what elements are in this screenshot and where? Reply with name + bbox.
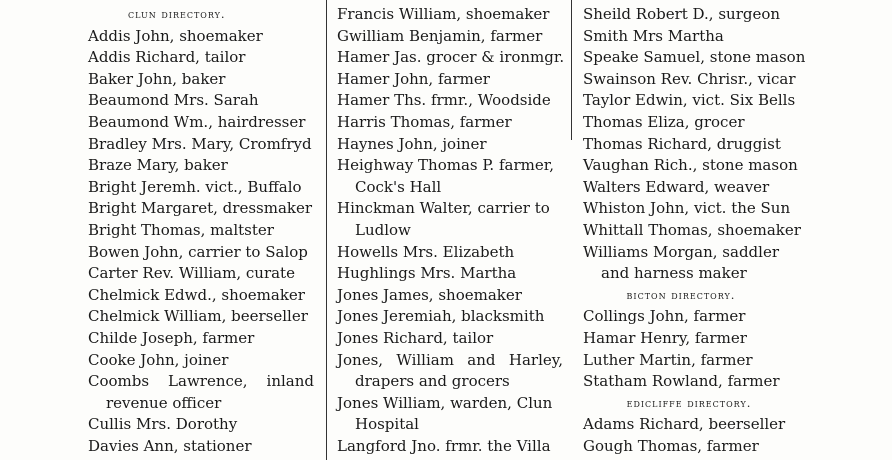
entry: Hamer Jas. grocer & ironmgr. [337,48,565,67]
entry: Luther Martin, farmer [583,350,753,369]
entry: Bradley Mrs. Mary, Cromfryd [88,134,312,153]
entry: Taylor Edwin, vict. Six Bells [583,91,796,110]
entry-coombs [88,371,314,393]
entry: Hughlings Mrs. Martha [337,264,517,283]
entry: Jones Richard, tailor [337,328,494,347]
entry: Beaumond Wm., hairdresser [88,112,306,131]
entry: Carter Rev. William, curate [88,264,295,283]
entry: Adams Richard, beerseller [583,415,786,434]
entry: Jones William, warden, Clun [337,393,553,412]
entry: Sheild Robert D., surgeon [583,5,781,23]
entry: Hamer John, farmer [337,69,490,88]
column-rule-1 [326,0,327,460]
word: William [396,350,454,369]
entry: Jones James, shoemaker [337,285,522,304]
entry: Thomas Richard, druggist [583,134,781,153]
entry: Hinckman Walter, carrier to [337,199,550,218]
entry: Chelmick Edwd., shoemaker [88,285,305,304]
entry: Davies Ann, stationer [88,436,252,455]
column-rule-2 [571,0,572,140]
entry: Bowen John, carrier to Salop [88,242,308,261]
entry: Bright Thomas, maltster [88,220,274,239]
entry: Walters Edward, weaver [583,177,770,196]
entry: Langford Jno. frmr. the Villa [337,436,551,455]
word: Lawrence, [168,372,248,391]
bicton-directory-heading: bicton directory. [626,287,736,302]
entry-continuation: Hospital [355,415,419,434]
word: Harley, [508,350,563,369]
word: Morgan, [652,242,718,261]
word: Jones, [337,350,384,369]
entry-continuation: and harness maker [601,264,747,283]
entry-continuation: revenue officer [106,393,222,412]
entry: Childe Joseph, farmer [88,328,255,347]
clun-directory-heading: clun directory. [128,7,226,21]
entry: Smith Mrs Martha [583,26,724,45]
entry: Vaughan Rich., stone mason [583,156,798,175]
entry: Howells Mrs. Elizabeth [337,242,515,261]
entry: Collings John, farmer [583,307,746,326]
entry: Whittall Thomas, shoemaker [583,220,801,239]
entry: Gough Thomas, farmer [583,436,759,455]
entry-continuation: drapers and grocers [355,372,510,391]
entry: Francis William, shoemaker [337,5,550,23]
entry: Statham Rowland, farmer [583,372,780,391]
column-3 [583,4,883,457]
entry: Harris Thomas, farmer [337,112,512,131]
entry: Speake Samuel, stone mason [583,48,806,67]
entry: Thomas Eliza, grocer [583,112,745,131]
entry: Addis Richard, tailor [88,48,246,67]
entry: Hamer Ths. frmr., Woodside [337,91,551,110]
word: Williams [583,242,649,261]
word: saddler [722,242,779,261]
entry: Baker John, baker [88,69,226,88]
entry: Chelmick William, beerseller [88,307,308,326]
entry: Bright Margaret, dressmaker [88,199,313,218]
column-1 [88,4,316,457]
word: Coombs [88,372,150,391]
entry-continuation: Ludlow [355,220,411,239]
entry: Whiston John, vict. the Sun [583,199,791,218]
entry: Jones Jeremiah, blacksmith [337,307,545,326]
column-2 [337,4,567,457]
entry: Braze Mary, baker [88,156,228,175]
word: and [467,350,496,369]
entry-continuation: Cock's Hall [355,177,442,196]
entry: Hamar Henry, farmer [583,328,747,347]
entry: Swainson Rev. Chrisr., vicar [583,69,796,88]
entry: Cullis Mrs. Dorothy [88,415,238,434]
entry: Beaumond Mrs. Sarah [88,91,259,110]
entry: Cooke John, joiner [88,350,229,369]
entry: Haynes John, joiner [337,134,487,153]
entry: Addis John, shoemaker [88,26,263,45]
edicliffe-directory-heading: edicliffe directory. [626,395,752,410]
entry: Gwilliam Benjamin, farmer [337,26,543,45]
entry-williams-morgan [583,242,779,264]
entry-jones-william-harley [337,350,563,372]
entry: Bright Jeremh. vict., Buffalo [88,177,302,196]
entry: Heighway Thomas P. farmer, [337,156,555,175]
word: inland [266,372,314,391]
